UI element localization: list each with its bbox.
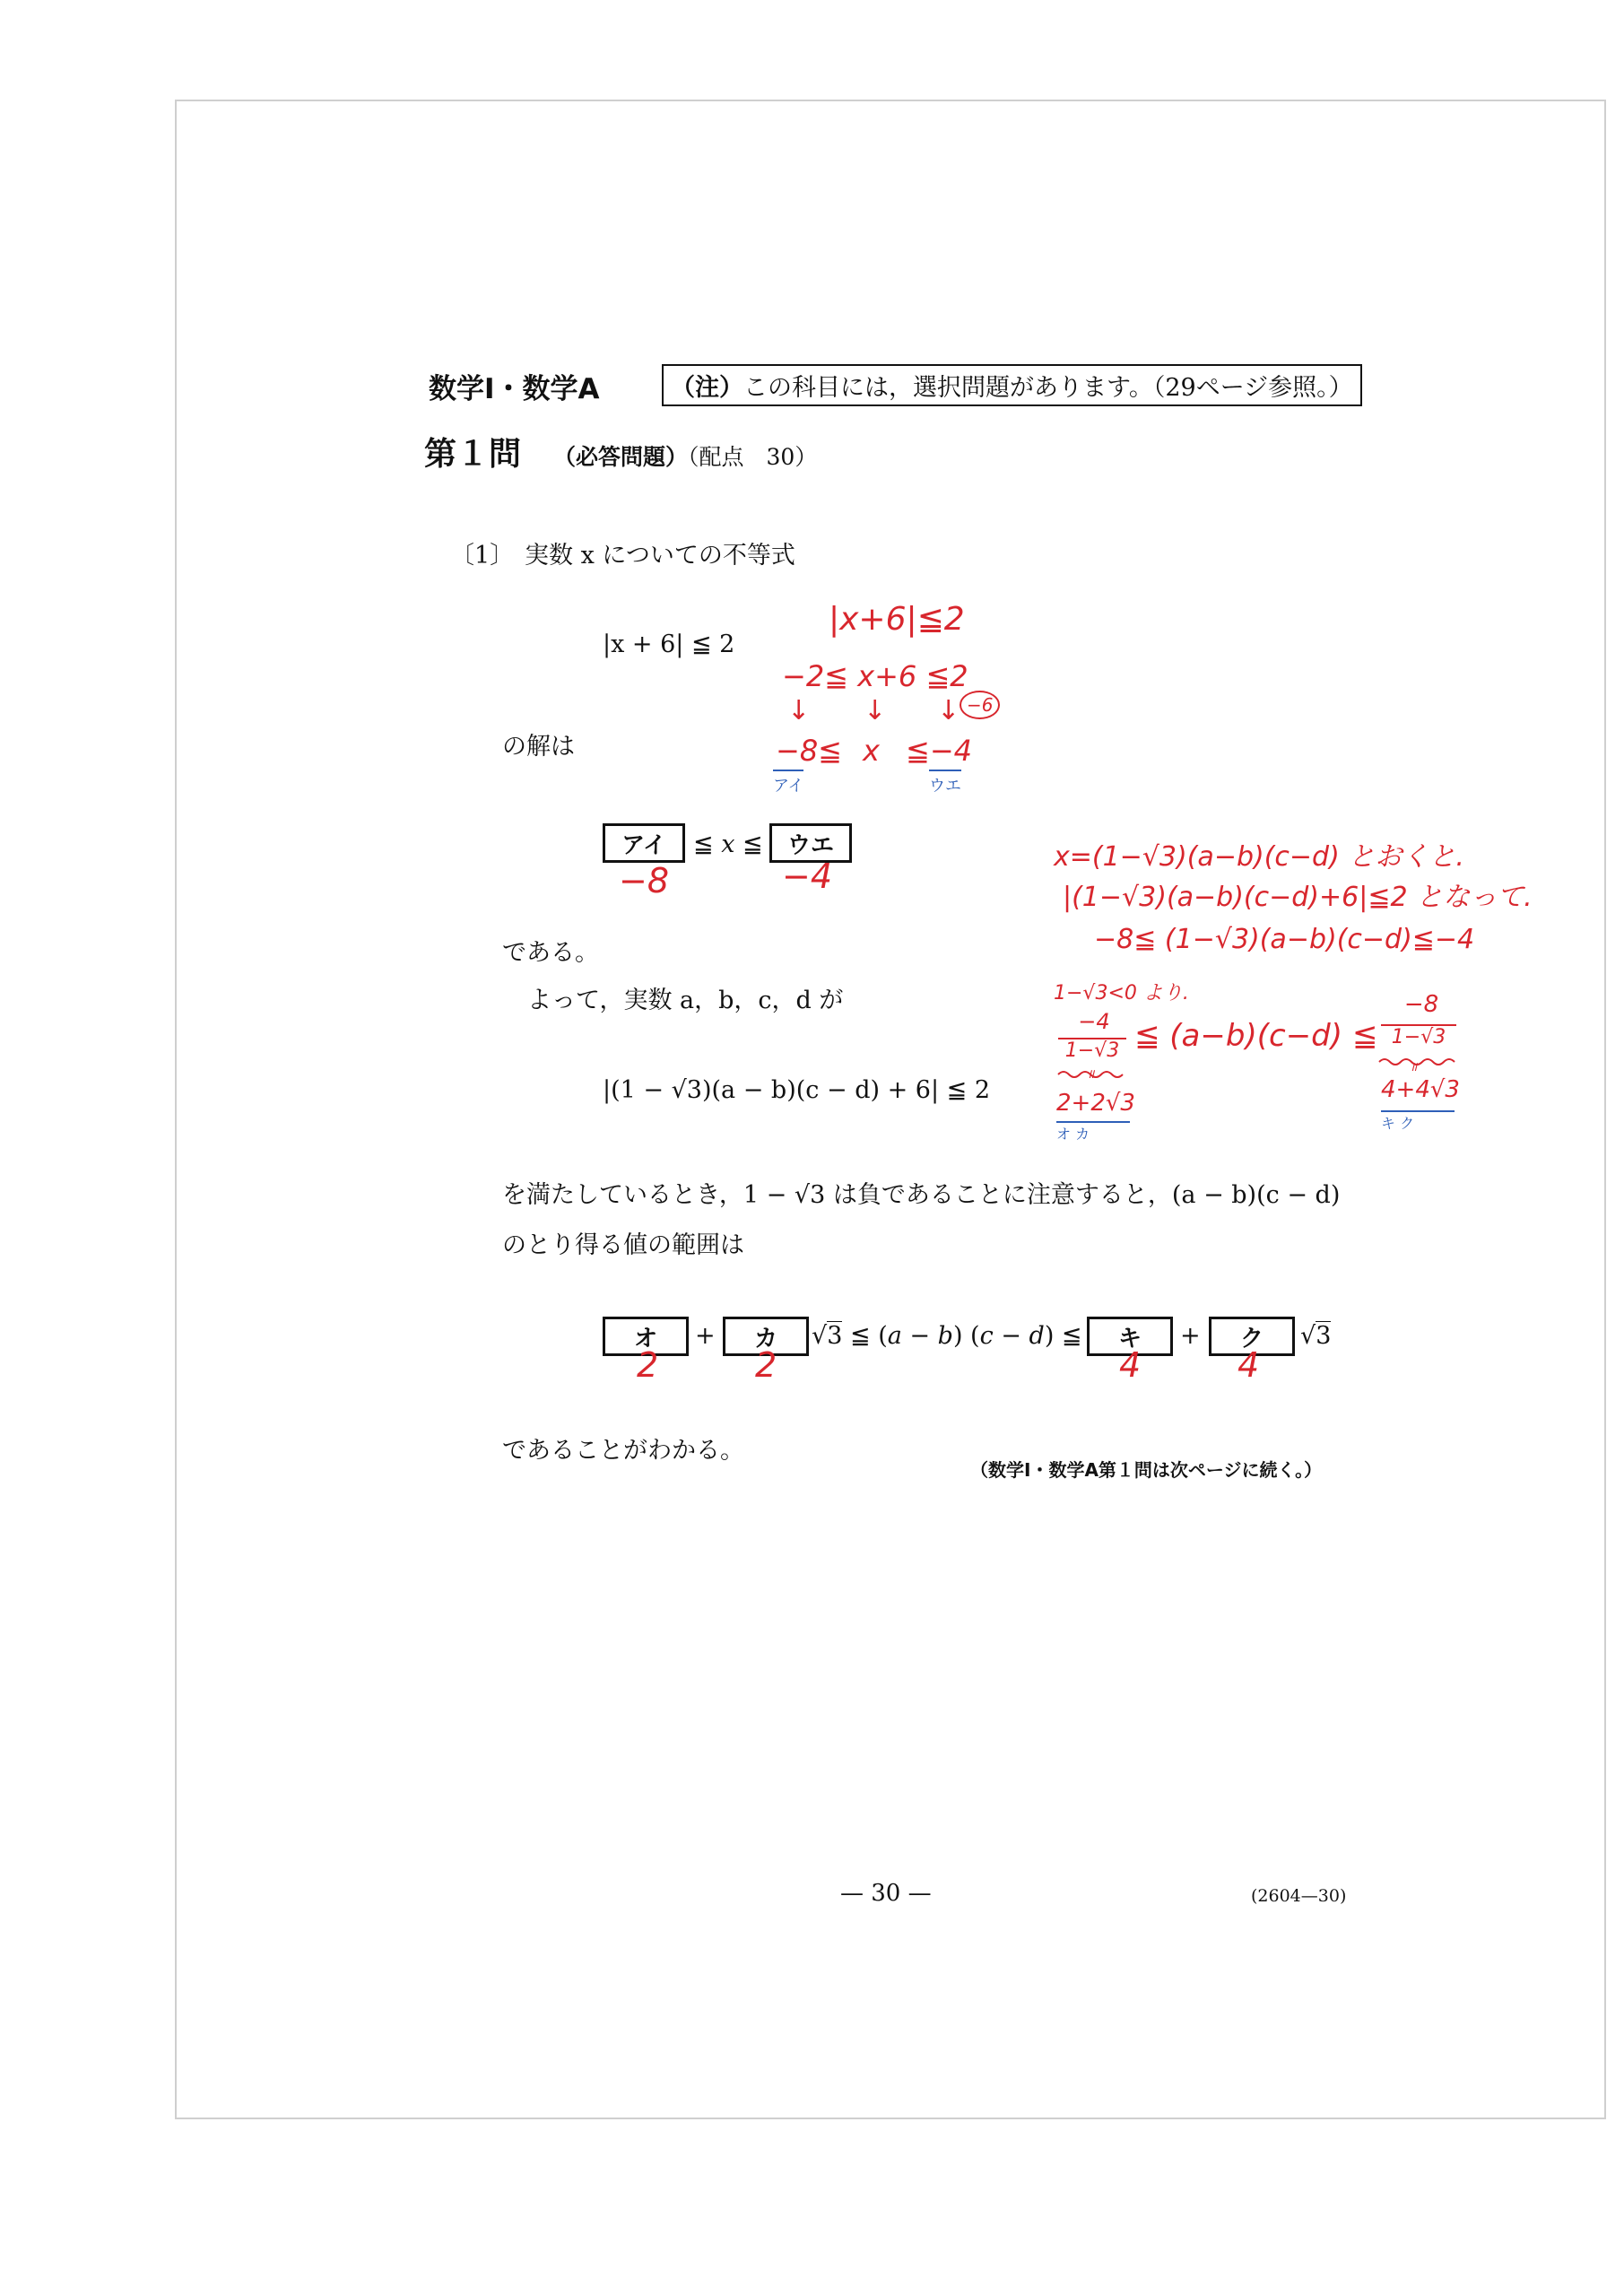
continued-note: （数学Ⅰ・数学A第１問は次ページに続く。） — [970, 1459, 1323, 1481]
hw-res-right: 4+4√3 — [1381, 1076, 1460, 1103]
answer-box-ku[interactable]: ク — [1209, 1317, 1295, 1356]
conclusion: であることがわかる。 — [502, 1437, 744, 1465]
leq-x-leq: ≦ x ≦ — [693, 831, 763, 858]
hw-frac-right-den: 1−√3 — [1381, 1024, 1456, 1048]
hw-ans-ue: −4 — [782, 857, 833, 896]
hw-arrow-3: ↓ — [937, 695, 960, 726]
hw-frac-left-den: 1−√3 — [1058, 1038, 1126, 1062]
answer-box-ue[interactable]: ウエ — [769, 823, 852, 863]
hw-r4: 1−√3<0 より. — [1054, 982, 1189, 1004]
part-intro: 実数 x についての不等式 — [525, 542, 795, 570]
answer-box-ki[interactable]: キ — [1087, 1317, 1173, 1356]
hw-step2: −2≦ x+6 ≦2 — [782, 659, 968, 693]
hw-r1: x=(1−√3)(a−b)(c−d) とおくと. — [1054, 841, 1464, 873]
question-title: 第１問 — [424, 436, 522, 473]
hw-eq-left: ॥ — [1087, 1067, 1095, 1082]
plus-2: + — [1180, 1322, 1201, 1350]
hw-ans-ki: 4 — [1119, 1345, 1142, 1385]
hw-arrow-2: ↓ — [864, 695, 887, 726]
hw-r2: |(1−√3)(a−b)(c−d)+6|≦2 となって. — [1063, 882, 1533, 913]
hw-frac-right-num: −8 — [1403, 991, 1439, 1018]
subject-title: 数学Ⅰ・数学A — [429, 373, 600, 405]
hw-label-oka: オ カ — [1056, 1121, 1130, 1144]
hw-step1: |x+6|≦2 — [829, 601, 965, 638]
hw-ans-ka: 2 — [755, 1345, 777, 1385]
question-points: （配点 30） — [688, 444, 818, 470]
hw-step3-right: ≦−4 — [906, 734, 972, 768]
solution-is: の解は — [502, 733, 575, 761]
sqrt3-end: √3 — [1300, 1322, 1332, 1350]
part-label: 〔1〕 — [450, 542, 515, 570]
hw-ans-ai: −8 — [619, 861, 670, 900]
answer-box-ai[interactable]: アイ — [603, 823, 685, 863]
condition-line-a: を満たしているとき，1 − √3 は負であることに注意すると，(a − b)(c − d) — [502, 1181, 1341, 1209]
hw-step3-mid: x — [863, 734, 880, 768]
plus-1: + — [695, 1322, 716, 1350]
squiggle-right — [1379, 1059, 1455, 1065]
hw-label-ue: ウエ — [929, 770, 961, 796]
page-number: — 30 — — [840, 1880, 932, 1907]
hw-label-kiku: キ ク — [1381, 1110, 1455, 1133]
answer-box-ka[interactable]: カ — [723, 1317, 809, 1356]
hw-label-ai: アイ — [773, 770, 803, 796]
note-text: この科目には，選択問題があります。（29ページ参照。） — [743, 374, 1353, 402]
yotte-line: よって，実数 a，b，c，d が — [527, 987, 844, 1014]
squiggle-left — [1058, 1072, 1123, 1077]
page-code: (2604—30) — [1251, 1886, 1347, 1906]
hw-frac-mid: ≦ (a−b)(c−d) ≦ — [1134, 1018, 1378, 1054]
hw-ans-ku: 4 — [1238, 1345, 1260, 1385]
hw-ans-o: 2 — [637, 1345, 659, 1385]
hw-eq-right: ॥ — [1410, 1060, 1418, 1074]
question-required: （必答問題） — [553, 444, 689, 470]
answer-box-o[interactable]: オ — [603, 1317, 689, 1356]
sqrt3-ineq-mid: √3 ≦ (a − b) (c − d) ≦ — [812, 1322, 1082, 1350]
hw-r3: −8≦ (1−√3)(a−b)(c−d)≦−4 — [1094, 924, 1475, 955]
hw-minus6: −6 — [960, 691, 1000, 719]
hw-step3-left: −8≦ — [776, 734, 842, 768]
condition-line-b: のとり得る値の範囲は — [502, 1231, 744, 1259]
inequality-2: |(1 − √3)(a − b)(c − d) + 6| ≦ 2 — [603, 1076, 991, 1104]
hw-frac-left-num: −4 — [1078, 1009, 1110, 1034]
hw-arrow-1: ↓ — [787, 695, 811, 726]
de-aru: である。 — [502, 939, 599, 967]
hw-res-left: 2+2√3 — [1056, 1090, 1135, 1117]
note-label: （注） — [671, 374, 743, 402]
inequality-1: |x + 6| ≦ 2 — [603, 631, 735, 658]
